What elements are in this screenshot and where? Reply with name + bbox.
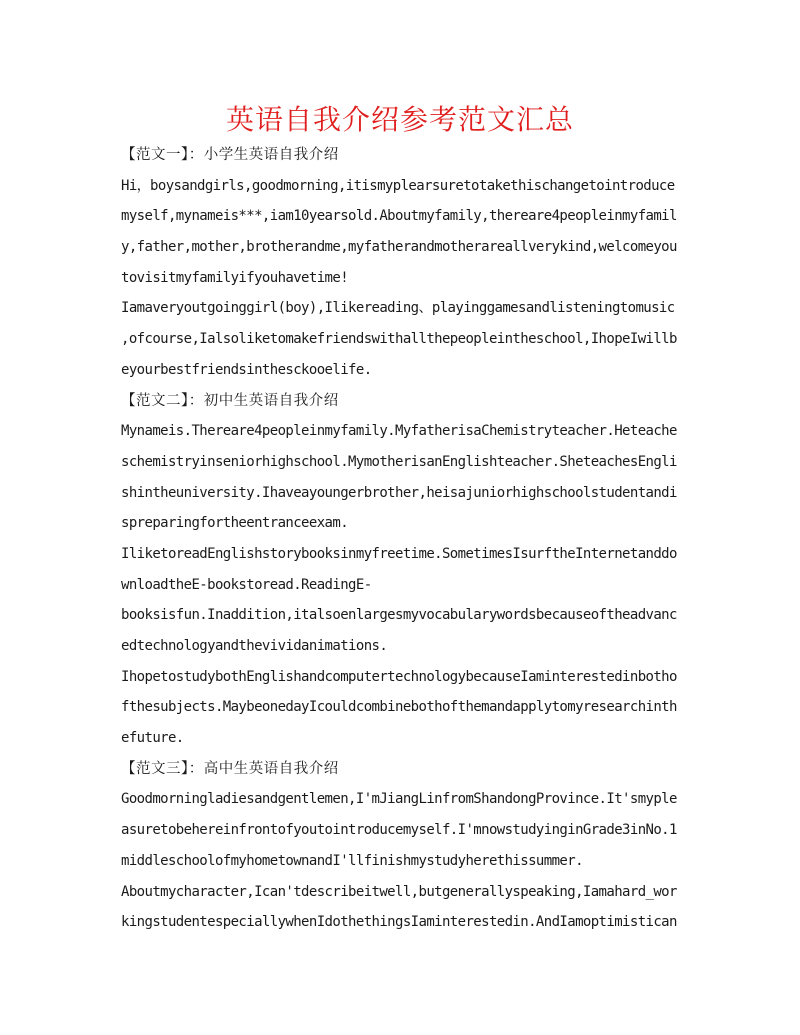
text-line: Mynameis.Thereare4peopleinmyfamily.MyfatherisaChemistryteacher.Heteache [121,423,677,440]
text-line: IliketoreadEnglishstorybooksinmyfreetime.SometimesIsurftheInternetanddo [121,545,677,562]
section-heading: 【范文三】：高中生英语自我介绍 [121,760,339,777]
text-line: spreparingfortheentranceexam. [121,515,349,532]
text-line: shintheuniversity.Ihaveayoungerbrother,heisajuniorhighschoolstudentandi [121,484,677,501]
text-line: booksisfun.Inaddition,italsoenlargesmyvocabularywordsbecauseoftheadvanc [121,607,677,624]
text-line: asuretobehereinfrontofyoutointroducemyself.I'mnowstudyinginGrade3inNo.1 [121,822,677,839]
text-line: edtechnologyandthevividanimations. [121,638,388,654]
text-line: Hi，boysandgirls,goodmorning,itismyplearsuretotakethischangetointroduce [121,177,675,194]
text-line: Goodmorningladiesandgentlemen,I'mJiangLinfromShandongProvince.It'smyple [121,791,677,808]
text-line: eyourbestfriendsinthesckooelife. [121,361,372,378]
document-title: 英语自我介绍参考范文汇总 [225,103,574,136]
text-line: middleschoolofmyhometownandI'llfinishmystudyherethissummer. [121,852,583,869]
text-line: tovisitmyfamilyifyouhavetime! [121,269,349,286]
text-line: Aboutmycharacter,Ican'tdescribeitwell,butgenerallyspeaking,Iamahard_wor [121,883,677,900]
text-line: fthesubjects.MaybeonedayIcouldcombinebothofthemandapplytomyresearchinth [121,699,677,716]
text-line: wnloadtheE-bookstoread.ReadingE- [121,576,372,593]
section-heading: 【范文二】：初中生英语自我介绍 [121,392,339,409]
text-line: y,father,mother,brotherandme,myfatherandmotherareallverykind,welcomeyou [121,239,677,256]
text-line: efuture. [121,730,184,747]
text-line: myself,mynameis***,iam10yearsold.Aboutmyfamily,thereare4peopleinmyfamil [121,208,677,225]
text-line: ,ofcourse,Ialsoliketomakefriendswithallthepeopleintheschool,IhopeIwillb [121,331,677,348]
text-line: kingstudentespeciallywhenIdothethingsIaminterestedin.AndIamoptimistican [121,914,677,931]
document-body [121,140,683,938]
text-line: Iamaveryoutgoinggirl(boy),Ilikereading、playinggamesandlisteningtomusic [121,300,675,317]
text-line: IhopetostudybothEnglishandcomputertechnologybecauseIaminterestedinbotho [121,668,677,685]
section-heading: 【范文一】：小学生英语自我介绍 [121,147,339,163]
text-line: schemistryinseniorhighschool.MymotherisanEnglishteacher.SheteachesEngli [121,453,677,470]
